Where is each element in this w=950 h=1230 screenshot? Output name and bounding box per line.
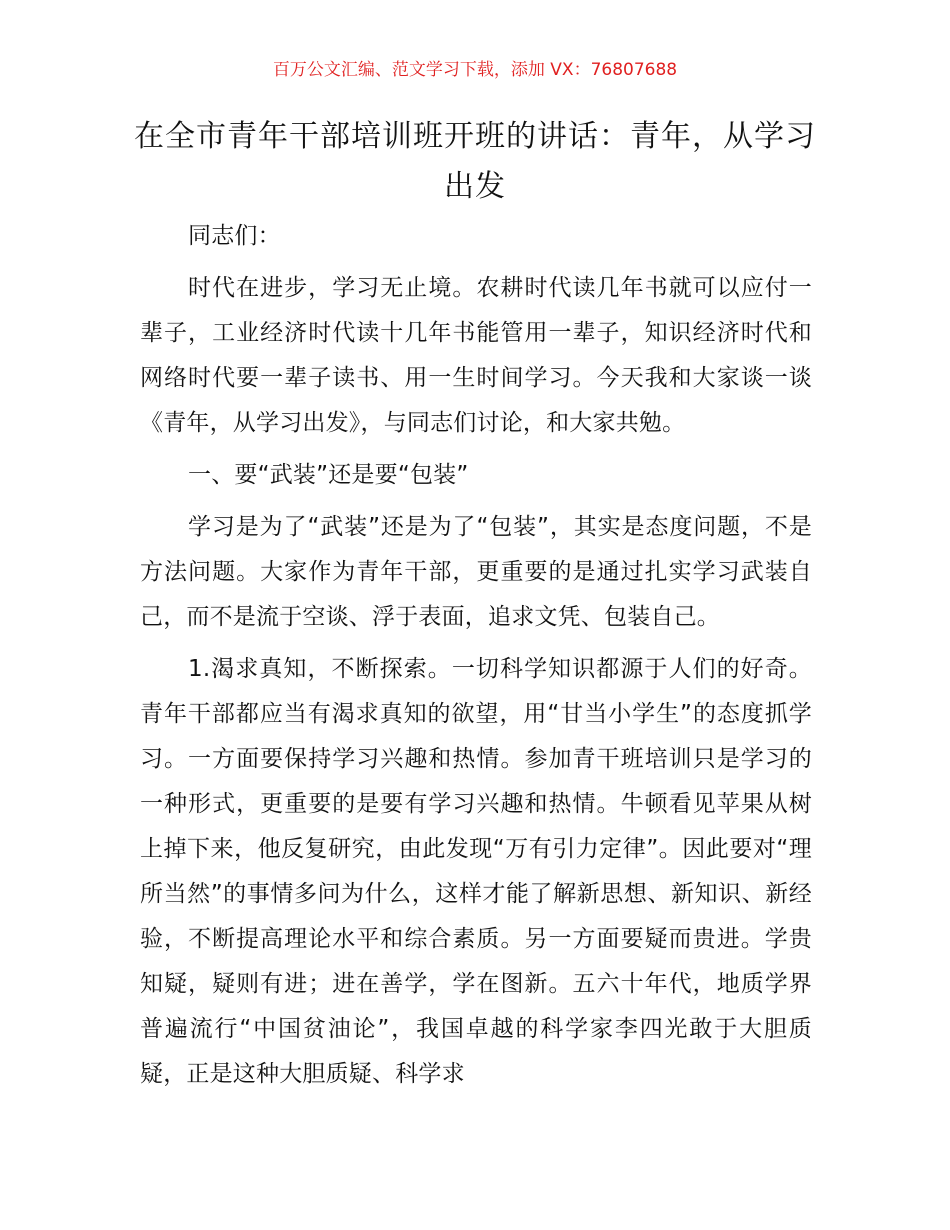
salutation: 同志们：	[188, 223, 281, 249]
paragraph-intro: 时代在进步，学习无止境。农耕时代读几年书就可以应付一辈子，工业经济时代读十几年书能管用一辈子，知识经济时代和网络时代要一辈子读书、用一生时间学习。今天我和大家谈一谈《青年，从学习出发》，与同志们讨论，和大家共勉。	[140, 275, 812, 436]
section-heading-1: 一、要“武装”还是要“包装”	[188, 462, 469, 488]
paragraph-point-1: 1.渴求真知，不断探索。一切科学知识都源于人们的好奇。青年干部都应当有渴求真知的欲望，用“甘当小学生”的态度抓学习。一方面要保持学习兴趣和热情。参加青干班培训只是学习的一种形式，更重要的是要有学习兴趣和热情。牛顿看见苹果从树上掉下来，他反复研究，由此发现“万有引力定律”。因此要对“理所当然”的事情多问为什么，这样才能了解新思想、新知识、新经验，不断提高理论水平和综合素质。另一方面要疑而贵进。学贵知疑，疑则有进；进在善学，学在图新。五六十年代，地质学界普遍流行“中国贫油论”，我国卓越的科学家李四光敢于大胆质疑，正是这种大胆质疑、科学求	[140, 656, 812, 1087]
watermark-header: 百万公文汇编、范文学习下载，添加 VX：76807688	[272, 60, 678, 80]
document-body	[140, 214, 812, 1097]
document-title: 在全市青年干部培训班开班的讲话：青年，从学习出发	[134, 119, 816, 204]
paragraph-attitude: 学习是为了“武装”还是为了“包装”，其实是态度问题，不是方法问题。大家作为青年干部，更重要的是通过扎实学习武装自己，而不是流于空谈、浮于表面，追求文凭、包装自己。	[140, 514, 812, 630]
